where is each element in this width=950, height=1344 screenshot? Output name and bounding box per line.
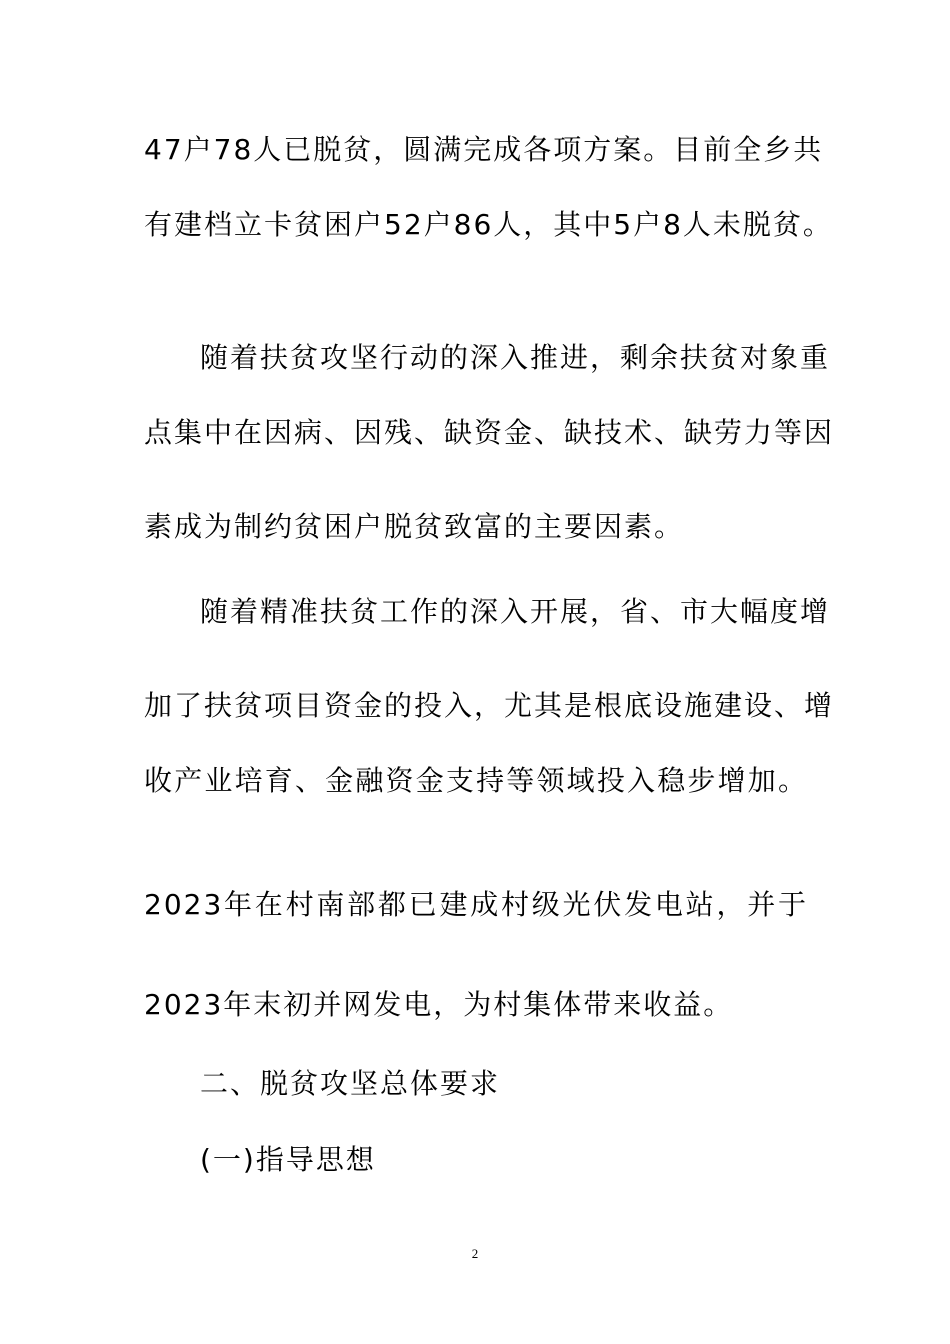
page-number: 2: [471, 1246, 479, 1261]
body-line-10: 2023年末初并网发电，为村集体带来收益。: [144, 988, 734, 1021]
body-line-3: 随着扶贫攻坚行动的深入推进，剩余扶贫对象重: [200, 341, 831, 374]
body-line-2: 有建档立卡贫困户52户86人，其中5户8人未脱贫。: [144, 208, 833, 241]
body-line-1: 47户78人已脱贫，圆满完成各项方案。目前全乡共: [144, 133, 824, 166]
body-line-5: 素成为制约贫困户脱贫致富的主要因素。: [144, 510, 685, 543]
section-heading: 二、脱贫攻坚总体要求: [200, 1067, 501, 1100]
body-line-7: 加了扶贫项目资金的投入，尤其是根底设施建设、增: [144, 689, 835, 722]
subsection-heading: (一)指导思想: [200, 1143, 376, 1176]
body-line-9: 2023年在村南部都已建成村级光伏发电站，并于: [144, 888, 808, 921]
body-line-6: 随着精准扶贫工作的深入开展，省、市大幅度增: [200, 595, 831, 628]
body-line-4: 点集中在因病、因残、缺资金、缺技术、缺劳力等因: [144, 416, 835, 449]
body-line-8: 收产业培育、金融资金支持等领域投入稳步增加。: [144, 764, 808, 797]
